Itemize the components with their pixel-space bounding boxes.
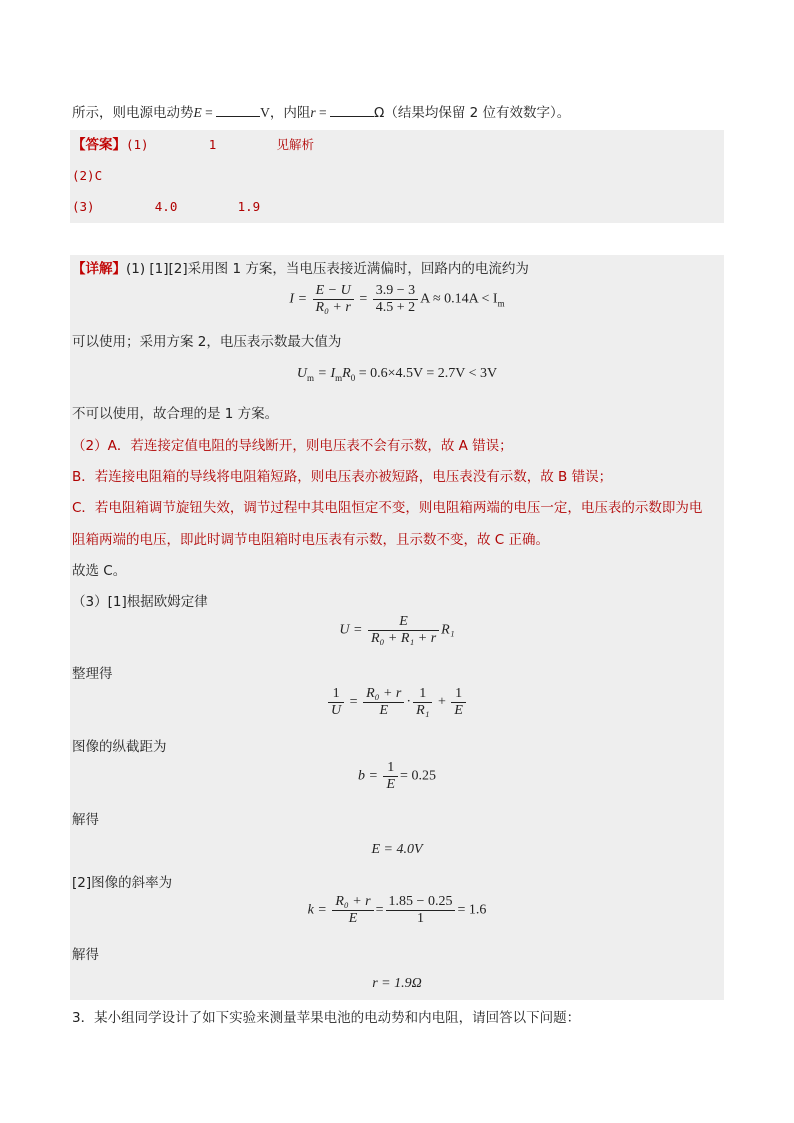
eq-symbol: = I	[314, 366, 336, 381]
resistance-symbol: r	[310, 105, 316, 120]
equation-intercept	[70, 760, 724, 793]
fraction	[386, 894, 456, 927]
numerator: 1	[413, 686, 432, 703]
denominator: E	[454, 703, 463, 718]
resistance-blank	[330, 104, 374, 117]
denominator: R₀ + r	[315, 300, 351, 315]
denominator: U	[331, 703, 342, 718]
detail-text: 阻箱两端的电压，即此时调节电阻箱时电压表有示数，且示数不变，故 C 正确。	[72, 532, 550, 548]
fraction	[313, 283, 354, 316]
fraction	[383, 760, 398, 793]
equation-current: I = $\frac{E - U}{\text{R₀ + r}}$ = $\frac{3.9 - 3}{4.5 + 2}$ $A \approx 0.14A < I_m$	[289, 283, 505, 315]
eq-rhs: = 1.6	[457, 902, 487, 918]
answer-part-1: (1) 1 见解析	[126, 137, 315, 152]
denominator: 4.5 + 2	[375, 300, 416, 315]
question-tail-prefix: 所示，则电源电动势	[72, 105, 194, 121]
subscript: 0	[350, 372, 356, 383]
denominator: E	[379, 703, 388, 718]
numerator: 1	[328, 686, 344, 703]
detail-text: 解得	[72, 812, 99, 828]
equals-sign: =	[346, 694, 362, 710]
resistance-unit: Ω（结果均保留 2 位有效数字）。	[374, 105, 571, 121]
fraction	[332, 894, 373, 927]
eq-lhs: U =	[339, 622, 363, 638]
denominator: E	[348, 911, 358, 926]
detail-text: 不可以使用，故合理的是 1 方案。	[72, 406, 279, 422]
emf-unit: V，内阻	[260, 105, 311, 120]
equation-rearranged	[70, 686, 724, 719]
denominator: E	[386, 777, 396, 792]
fraction	[413, 686, 432, 719]
equals-sign: =	[375, 902, 384, 918]
detail-text: 图像的纵截距为	[72, 739, 167, 755]
detail-text: （3）[1]根据欧姆定律	[72, 594, 208, 610]
denominator: R₁	[416, 703, 430, 718]
detail-line-1	[72, 259, 529, 279]
eq-rest: A ≈ 0.14A < I	[420, 291, 498, 307]
denominator: 1	[417, 911, 424, 926]
numerator: R₀ + r	[332, 894, 373, 911]
detail-text: 可以使用；采用方案 2，电压表示数最大值为	[72, 334, 342, 350]
equation-emf-result: E = 4.0V	[371, 842, 423, 857]
answer-part-2: (2)C	[72, 168, 103, 183]
detail-text: （2）A．若连接定值电阻的导线断开，则电压表不会有示数，故 A 错误；	[72, 438, 513, 454]
multiply-dot: ·	[406, 694, 412, 710]
detail-text: (1) [1][2]采用图 1 方案，当电压表接近满偏时，回路内的电流约为	[126, 261, 529, 277]
equals-sign: =	[201, 105, 217, 120]
fraction	[328, 686, 344, 719]
detail-text: [2]图像的斜率为	[72, 875, 173, 891]
numerator: E − U	[313, 283, 354, 300]
numerator: R₀ + r	[363, 686, 404, 703]
emf-blank	[216, 104, 260, 117]
numerator: 1	[383, 760, 398, 777]
answer-line-1	[72, 135, 314, 155]
eq-symbol: U	[296, 366, 307, 381]
emf-symbol: E	[193, 105, 202, 120]
fraction	[363, 686, 404, 719]
numerator: 1	[451, 686, 466, 703]
eq-lhs: k =	[307, 902, 327, 918]
eq-rest: = 0.6×4.5V = 2.7V < 3V	[355, 366, 498, 381]
fraction	[368, 614, 439, 647]
subscript: m	[335, 372, 343, 383]
denominator: R₀ + R₁ + r	[370, 631, 437, 646]
detail-text: 整理得	[72, 666, 113, 682]
plus-sign: +	[434, 694, 450, 710]
answer-tag: 【答案】	[72, 137, 126, 153]
fraction	[373, 283, 418, 316]
detail-text: 故选 C。	[72, 563, 127, 579]
eq-rhs: = 0.25	[400, 768, 436, 784]
next-question: 3．某小组同学设计了如下实验来测量苹果电池的电动势和内电阻，请回答以下问题：	[72, 1010, 581, 1026]
equation-resistance-result: r = 1.9Ω	[372, 976, 422, 991]
fraction	[451, 686, 466, 719]
eq-lhs: I =	[289, 291, 308, 307]
detail-text: C．若电阻箱调节旋钮失效，调节过程中其电阻恒定不变，则电阻箱两端的电压一定，电压表的示数即为电	[72, 500, 703, 516]
answer-part-3: (3) 4.0 1.9	[72, 199, 261, 214]
equation-slope	[70, 894, 724, 927]
equation-ohm	[70, 614, 724, 647]
subscript: m	[307, 372, 315, 383]
eq-lhs: b =	[358, 768, 378, 784]
subscript: m	[497, 298, 505, 309]
numerator: 1.85 − 0.25	[386, 894, 456, 911]
numerator: 3.9 − 3	[373, 283, 418, 300]
numerator: E	[368, 614, 439, 631]
detail-text: B．若连接电阻箱的导线将电阻箱短路，则电压表亦被短路，电压表没有示数，故 B 错误；	[72, 469, 613, 485]
detail-text: 解得	[72, 947, 99, 963]
equals-sign: =	[315, 105, 331, 120]
detail-tag: 【详解】	[72, 261, 126, 277]
equation-voltage	[70, 366, 724, 383]
question-tail	[72, 103, 570, 123]
eq-rhs: R₁	[441, 622, 455, 638]
eq-symbol: R	[342, 366, 351, 381]
